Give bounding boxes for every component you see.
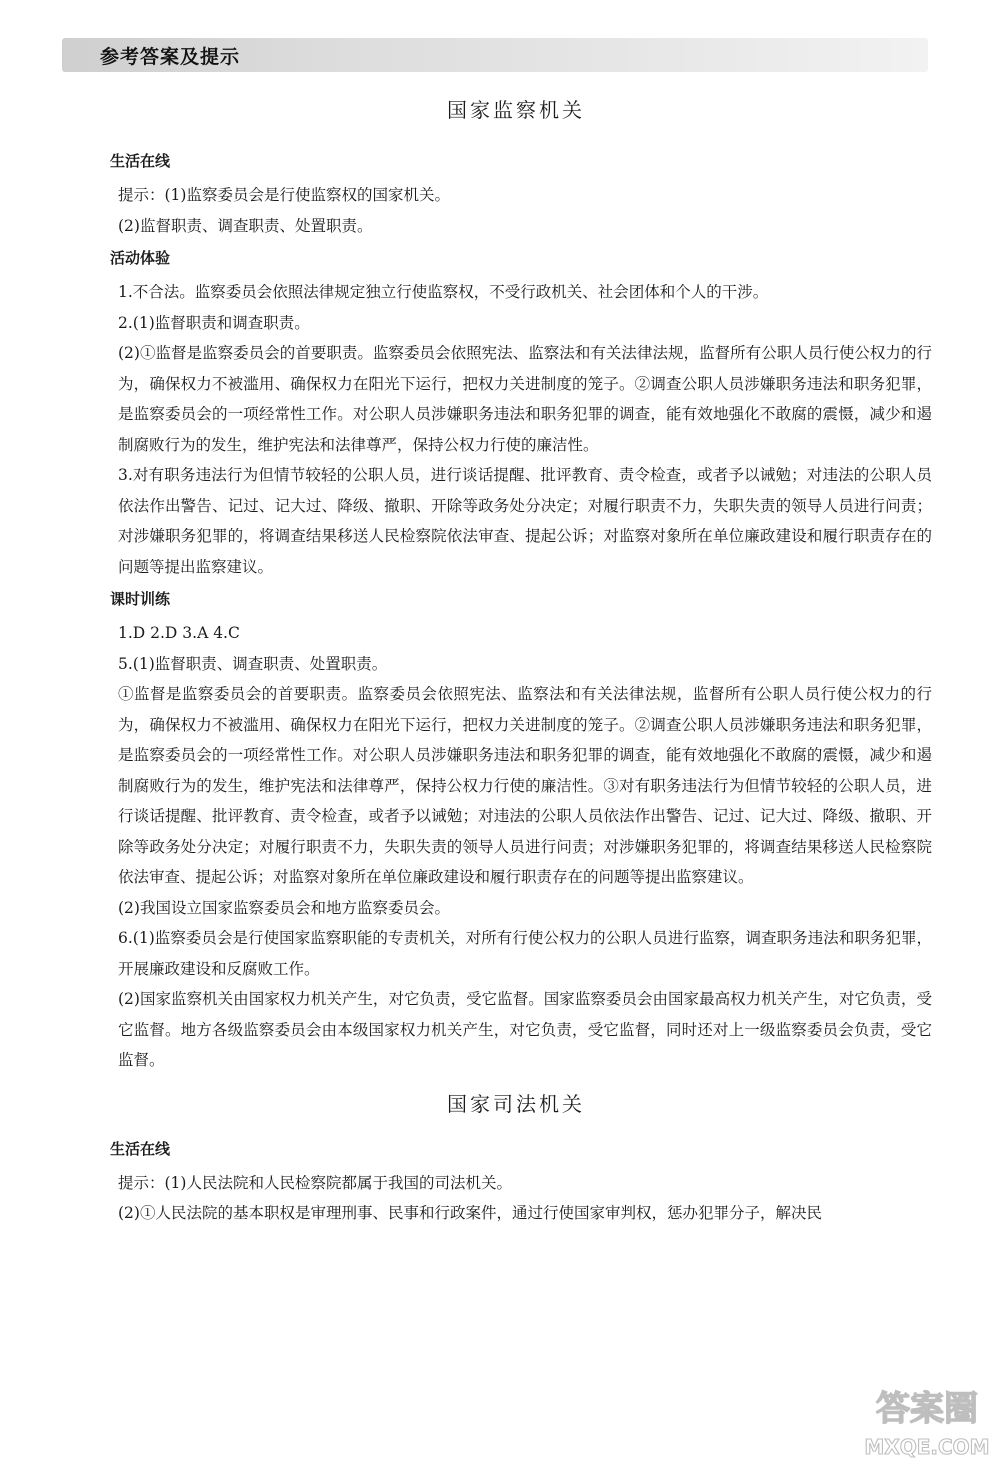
life-online-2-line-2: (2)①人民法院的基本职权是审理刑事、民事和行政案件，通过行使国家审判权，惩办犯罪分子，解决民 bbox=[118, 1204, 822, 1222]
training-paragraph: 6.(1)监察委员会是行使国家监察职能的专责机关，对所有行使公权力的公职人员进行监察，调查职务违法和职务犯罪，开展廉政建设和反腐败工作。 bbox=[118, 929, 932, 978]
life-online-line-2: (2)监督职责、调查职责、处置职责。 bbox=[118, 216, 373, 235]
watermark-subtext: MXQE.COM bbox=[864, 1435, 990, 1459]
training-paragraph: 5.(1)监督职责、调查职责、处置职责。 bbox=[118, 654, 388, 673]
training-paragraph: (2)国家监察机关由国家权力机关产生，对它负责，受它监督。国家监察委员会由国家最高权力机关产生，对它负责，受它监督。地方各级监察委员会由本级国家权力机关产生，对它负责，受它监督，同时还对上一级监察委员会负责，受它监督。 bbox=[118, 990, 932, 1069]
activity-paragraph: (2)①监督是监察委员会的首要职责。监察委员会依照宪法、监察法和有关法律法规，监督所有公职人员行使公权力的行为，确保权力不被滥用、确保权力在阳光下运行，把权力关进制度的笼子。②调查公职人员涉嫌职务违法和职务犯罪，是监察委员会的一项经常性工作。对公职人员涉嫌职务违法和职务犯罪的调查，能有效地强化不敢腐的震慑，减少和遏制腐败行为的发生，维护宪法和法律尊严，保持公权力行使的廉洁性。 bbox=[118, 344, 932, 454]
activity-paragraph: 1.不合法。监察委员会依照法律规定独立行使监察权，不受行政机关、社会团体和个人的干涉。 bbox=[118, 283, 769, 301]
life-online-line-1: 提示：(1)监察委员会是行使监察权的国家机关。 bbox=[118, 186, 450, 204]
training-paragraph: ①监督是监察委员会的首要职责。监察委员会依照宪法、监察法和有关法律法规，监督所有公职人员行使公权力的行为，确保权力不被滥用、确保权力在阳光下运行，把权力关进制度的笼子。②调查公职人员涉嫌职务违法和职务犯罪，是监察委员会的一项经常性工作。对公职人员涉嫌职务违法和职务犯罪的调查，能有效地强化不敢腐的震慑，减少和遏制腐败行为的发生，维护宪法和法律尊严，保持公权力行使的廉洁性。③对有职务违法行为但情节较轻的公职人员，进行谈话提醒、批评教育、责令检查，或者予以诫勉；对违法的公职人员依法作出警告、记过、记大过、降级、撤职、开除等政务处分决定；对履行职责不力，失职失责的领导人员进行问责；对涉嫌职务犯罪的，将调查结果移送人民检察院依法审查、提起公诉；对监察对象所在单位廉政建设和履行职责存在的问题等提出监察建议。 bbox=[118, 685, 932, 886]
training-answers: 1.D 2.D 3.A 4.C bbox=[118, 624, 240, 642]
watermark-text: 答案圈 bbox=[876, 1389, 978, 1429]
heading-life-online: 生活在线 bbox=[110, 152, 171, 170]
section-title-judicial: 国家司法机关 bbox=[447, 1091, 585, 1116]
watermark-logo bbox=[862, 1374, 992, 1462]
life-online-2-line-1: 提示：(1)人民法院和人民检察院都属于我国的司法机关。 bbox=[118, 1173, 512, 1192]
training-paragraph: (2)我国设立国家监察委员会和地方监察委员会。 bbox=[118, 898, 450, 917]
heading-activity: 活动体验 bbox=[110, 249, 171, 267]
heading-lesson-training: 课时训练 bbox=[110, 590, 171, 608]
section-title-supervision: 国家监察机关 bbox=[447, 98, 585, 122]
page-header-label: 参考答案及提示 bbox=[100, 46, 241, 68]
page-content bbox=[100, 96, 932, 1229]
activity-paragraph: 2.(1)监督职责和调查职责。 bbox=[118, 313, 310, 332]
activity-paragraph: 3.对有职务违法行为但情节较轻的公职人员，进行谈话提醒、批评教育、责令检查，或者予以诫勉；对违法的公职人员依法作出警告、记过、记大过、降级、撤职、开除等政务处分决定；对履行职责不力，失职失责的领导人员进行问责；对涉嫌职务犯罪的，将调查结果移送人民检察院依法审查、提起公诉；对监察对象所在单位廉政建设和履行职责存在的问题等提出监察建议。 bbox=[118, 466, 932, 576]
heading-life-online-2: 生活在线 bbox=[110, 1139, 171, 1158]
